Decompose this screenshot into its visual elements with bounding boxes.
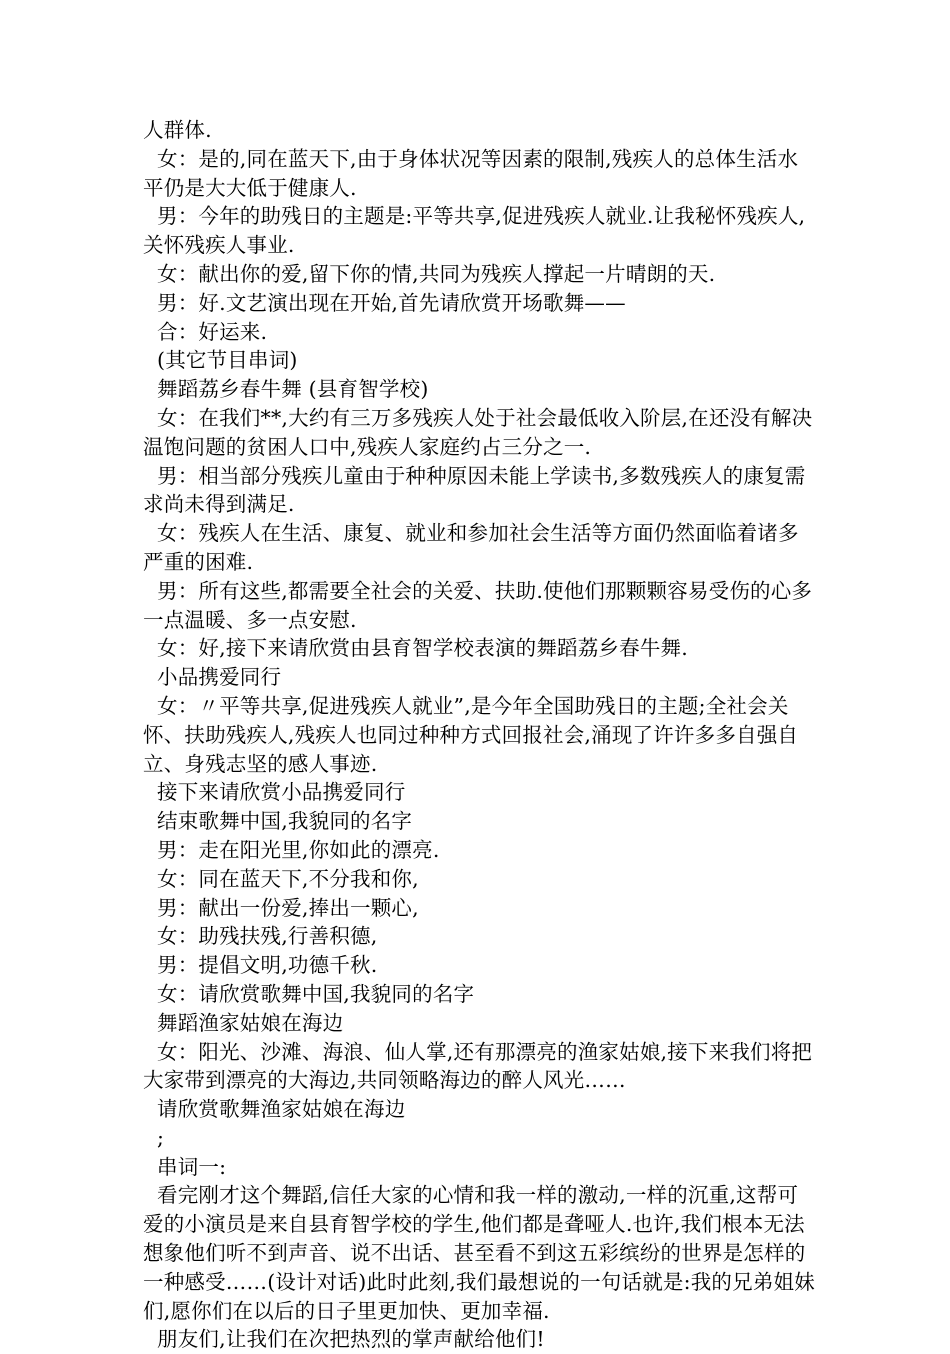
- paragraph: 男：好.文艺演出现在开始,首先请欣赏开场歌舞——: [157, 290, 626, 315]
- paragraph: 请欣赏歌舞渔家姑娘在海边: [157, 1097, 406, 1122]
- paragraph: 女：阳光、沙滩、海浪、仙人掌,还有那漂亮的渔家姑娘,接下来我们将把大家带到漂亮的大海边,共同领略海边的醉人风光……: [143, 1039, 813, 1093]
- paragraph: 女：残疾人在生活、康复、就业和参加社会生活等方面仍然面临着诸多严重的困难.: [143, 521, 799, 574]
- paragraph: 男：所有这些,都需要全社会的关爱、扶助.使他们那颗颗容易受伤的心多一点温暖、多一点安慰.: [143, 578, 813, 632]
- document-body: [143, 116, 815, 1354]
- paragraph: (其它节目串词): [157, 348, 298, 373]
- paragraph: 女：在我们**,大约有三万多残疾人处于社会最低收入阶层,在还没有解决温饱问题的贫困人口中,残疾人家庭约占三分之一.: [143, 405, 813, 459]
- paragraph: 串词一:: [157, 1154, 227, 1179]
- paragraph: 看完刚才这个舞蹈,信任大家的心情和我一样的激动,一样的沉重,这帮可爱的小演员是来自县育智学校的学生,他们都是聋哑人.也许,我们根本无法想象他们听不到声音、说不出话、甚至看不到这五彩缤纷的世界是怎样的一种感受……(设计对话)此时此刻,我们最想说的一句话就是:我的兄弟姐妹们,愿你们在以后的日子里更加快、更加幸福.: [143, 1183, 815, 1323]
- paragraph: 女：献出你的爱,留下你的情,共同为残疾人撑起一片晴朗的天.: [157, 261, 716, 286]
- paragraph: 男：相当部分残疾儿童由于种种原因未能上学读书,多数残疾人的康复需求尚未得到满足.: [143, 463, 806, 517]
- paragraph: 男：今年的助残日的主题是:平等共享,促进残疾人就业.让我秘怀残疾人,关怀残疾人事业.: [143, 204, 806, 258]
- paragraph: 朋友们,让我们在次把热烈的掌声献给他们!: [157, 1327, 545, 1352]
- paragraph: 女：助残扶残,行善积德,: [157, 924, 378, 949]
- paragraph: 女：同在蓝天下,不分我和你,: [157, 866, 419, 891]
- paragraph: 女：好,接下来请欣赏由县育智学校表演的舞蹈荔乡春牛舞.: [157, 636, 688, 661]
- paragraph: 男：提倡文明,功德千秋.: [157, 953, 378, 978]
- paragraph: 男：走在阳光里,你如此的漂亮.: [157, 837, 440, 862]
- paragraph: 合：好运来.: [157, 319, 268, 344]
- paragraph: 小品携爱同行: [157, 665, 282, 690]
- paragraph: 女：〃平等共享,促进残疾人就业”,是今年全国助残日的主题;全社会关怀、扶助残疾人,残疾人也同过种种方式回报社会,涌现了许许多多自强自立、身残志坚的感人事迹.: [143, 693, 799, 776]
- paragraph: 舞蹈渔家姑娘在海边: [157, 1010, 344, 1035]
- paragraph: 结束歌舞中国,我貌同的名字: [157, 809, 413, 834]
- paragraph: 舞蹈荔乡春牛舞 (县育智学校): [157, 377, 429, 402]
- paragraph: 接下来请欣赏小品携爱同行: [157, 780, 406, 805]
- paragraph: 男：献出一份爱,捧出一颗心,: [157, 895, 419, 920]
- paragraph: ;: [157, 1125, 165, 1150]
- paragraph: 女：请欣赏歌舞中国,我貌同的名字: [157, 981, 475, 1006]
- paragraph: 人群体.: [143, 118, 212, 142]
- paragraph: 女：是的,同在蓝天下,由于身体状况等因素的限制,残疾人的总体生活水平仍是大大低于健康人.: [143, 146, 799, 200]
